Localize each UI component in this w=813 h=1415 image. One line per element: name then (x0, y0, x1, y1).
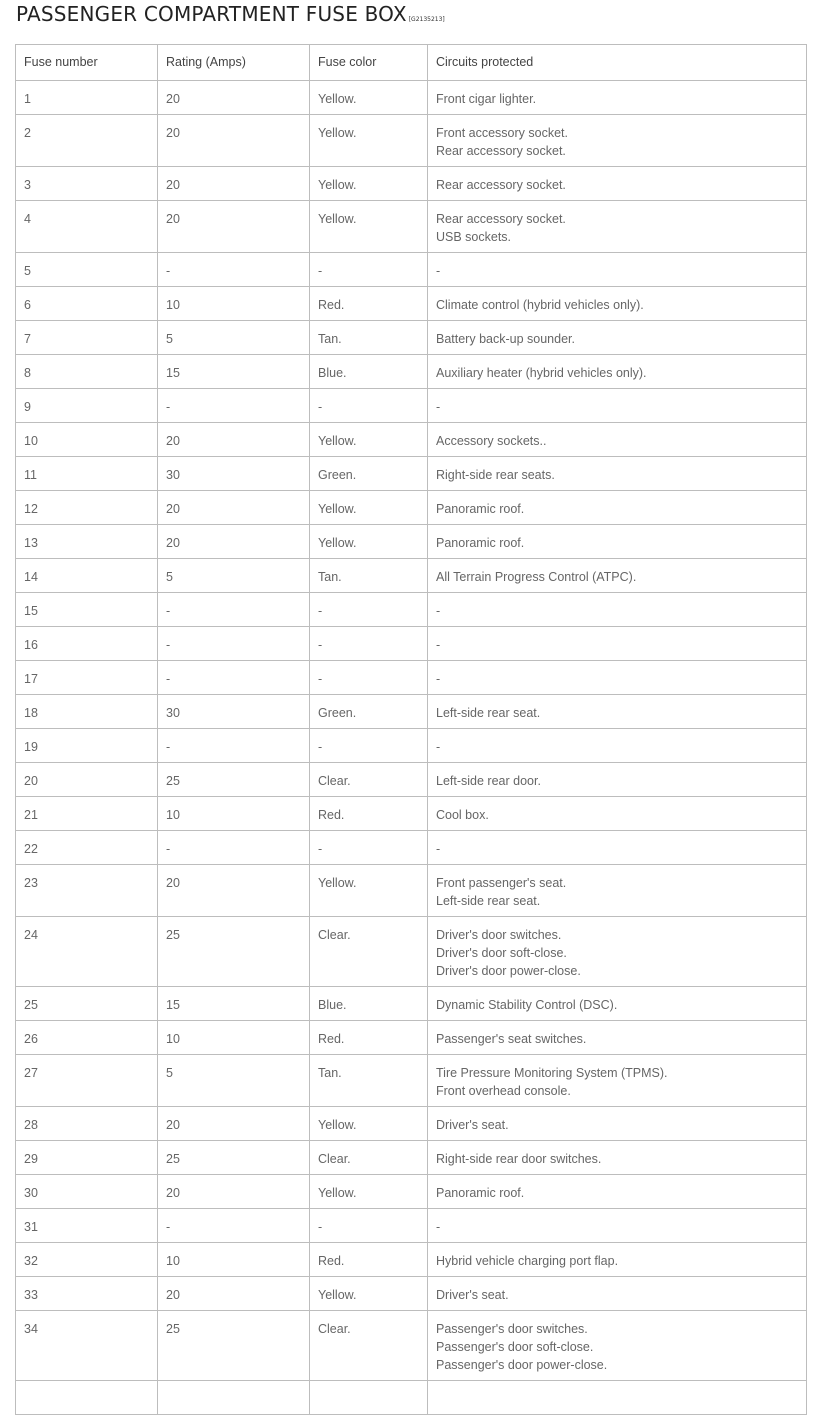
fuse-color-cell: Yellow. (310, 423, 428, 457)
fuse-table-body (16, 81, 807, 1415)
circuits-cell (428, 865, 807, 917)
rating-cell: 30 (158, 695, 310, 729)
column-header-circuits: Circuits protected (428, 45, 807, 81)
rating-cell: 20 (158, 1175, 310, 1209)
fuse-number-cell: 11 (16, 457, 158, 491)
table-row (16, 1141, 807, 1175)
fuse-number-cell: 19 (16, 729, 158, 763)
circuits-cell (428, 201, 807, 253)
table-row (16, 167, 807, 201)
circuits-cell (428, 1141, 807, 1175)
fuse-color-cell: Yellow. (310, 115, 428, 167)
circuit-line: Panoramic roof. (436, 502, 525, 516)
circuit-line: Driver's seat. (436, 1118, 509, 1132)
circuit-line: Dynamic Stability Control (DSC). (436, 998, 618, 1012)
rating-cell: 20 (158, 115, 310, 167)
rating-cell: 5 (158, 1055, 310, 1107)
rating-cell: 5 (158, 559, 310, 593)
fuse-number-cell: 34 (16, 1311, 158, 1381)
table-row (16, 81, 807, 115)
circuit-line: Accessory sockets.. (436, 434, 547, 448)
rating-cell: 25 (158, 763, 310, 797)
circuits-cell (428, 423, 807, 457)
table-row (16, 865, 807, 917)
fuse-color-cell: Yellow. (310, 81, 428, 115)
table-row (16, 201, 807, 253)
fuse-color-cell: Yellow. (310, 525, 428, 559)
circuit-line: Rear accessory socket. (436, 144, 566, 158)
table-row (16, 1055, 807, 1107)
fuse-number-cell: 33 (16, 1277, 158, 1311)
table-row (16, 1277, 807, 1311)
circuit-line: Front cigar lighter. (436, 92, 537, 106)
table-row (16, 389, 807, 423)
circuit-line: Right-side rear seats. (436, 468, 555, 482)
fuse-color-cell: Clear. (310, 1311, 428, 1381)
circuits-cell (428, 1381, 807, 1415)
fuse-color-cell: - (310, 253, 428, 287)
fuse-number-cell: 12 (16, 491, 158, 525)
circuits-cell (428, 917, 807, 987)
table-row (16, 1107, 807, 1141)
circuit-line: Battery back-up sounder. (436, 332, 575, 346)
circuits-cell (428, 355, 807, 389)
fuse-color-cell: Yellow. (310, 167, 428, 201)
table-row (16, 695, 807, 729)
rating-cell: 20 (158, 1277, 310, 1311)
fuse-number-cell: 29 (16, 1141, 158, 1175)
fuse-number-cell: 21 (16, 797, 158, 831)
circuits-cell (428, 115, 807, 167)
circuit-line: Cool box. (436, 808, 489, 822)
table-row (16, 321, 807, 355)
circuit-line: Driver's door power-close. (436, 964, 581, 978)
circuits-cell (428, 1175, 807, 1209)
circuit-line: Auxiliary heater (hybrid vehicles only). (436, 366, 647, 380)
column-header-fuse-color: Fuse color (310, 45, 428, 81)
rating-cell: 20 (158, 81, 310, 115)
fuse-number-cell: 17 (16, 661, 158, 695)
table-row (16, 1381, 807, 1415)
table-row (16, 797, 807, 831)
fuse-number-cell: 25 (16, 987, 158, 1021)
fuse-color-cell: Yellow. (310, 865, 428, 917)
fuse-number-cell: 5 (16, 253, 158, 287)
rating-cell: - (158, 729, 310, 763)
fuse-color-cell: Blue. (310, 987, 428, 1021)
fuse-number-cell: 32 (16, 1243, 158, 1277)
circuit-line: - (436, 842, 441, 856)
table-row (16, 1311, 807, 1381)
rating-cell: 10 (158, 287, 310, 321)
table-row (16, 661, 807, 695)
fuse-number-cell: 31 (16, 1209, 158, 1243)
rating-cell: - (158, 831, 310, 865)
fuse-color-cell: Green. (310, 695, 428, 729)
circuits-cell (428, 389, 807, 423)
circuits-cell (428, 593, 807, 627)
fuse-table (15, 44, 807, 1415)
circuits-cell (428, 1311, 807, 1381)
fuse-number-cell: 10 (16, 423, 158, 457)
fuse-color-cell (310, 1381, 428, 1415)
fuse-number-cell: 18 (16, 695, 158, 729)
fuse-color-cell: - (310, 627, 428, 661)
fuse-number-cell: 26 (16, 1021, 158, 1055)
rating-cell: - (158, 1209, 310, 1243)
circuit-line: USB sockets. (436, 230, 512, 244)
fuse-color-cell: Red. (310, 797, 428, 831)
fuse-color-cell: Yellow. (310, 1107, 428, 1141)
rating-cell: 5 (158, 321, 310, 355)
rating-cell: 10 (158, 1243, 310, 1277)
rating-cell: - (158, 253, 310, 287)
fuse-number-cell: 3 (16, 167, 158, 201)
table-row (16, 729, 807, 763)
circuit-line: Front overhead console. (436, 1084, 571, 1098)
circuits-cell (428, 525, 807, 559)
fuse-number-cell: 27 (16, 1055, 158, 1107)
rating-cell: 25 (158, 1141, 310, 1175)
rating-cell: - (158, 593, 310, 627)
circuit-line: Left-side rear seat. (436, 894, 541, 908)
table-row (16, 1243, 807, 1277)
circuit-line (436, 1390, 798, 1408)
table-row (16, 1209, 807, 1243)
fuse-number-cell: 23 (16, 865, 158, 917)
rating-cell: 25 (158, 1311, 310, 1381)
circuits-cell (428, 167, 807, 201)
rating-cell: 20 (158, 865, 310, 917)
fuse-number-cell: 14 (16, 559, 158, 593)
rating-cell: 20 (158, 423, 310, 457)
fuse-color-cell: Clear. (310, 917, 428, 987)
column-header-rating: Rating (Amps) (158, 45, 310, 81)
circuits-cell (428, 491, 807, 525)
rating-cell (158, 1381, 310, 1415)
fuse-color-cell: Yellow. (310, 1175, 428, 1209)
fuse-color-cell: - (310, 729, 428, 763)
fuse-color-cell: Tan. (310, 559, 428, 593)
circuits-cell (428, 321, 807, 355)
fuse-color-cell: Clear. (310, 763, 428, 797)
fuse-color-cell: Yellow. (310, 491, 428, 525)
circuit-line: - (436, 264, 441, 278)
circuit-line: Driver's seat. (436, 1288, 509, 1302)
rating-cell: 20 (158, 167, 310, 201)
table-row (16, 525, 807, 559)
circuits-cell (428, 1107, 807, 1141)
circuit-line: - (436, 740, 441, 754)
fuse-table-header (16, 45, 807, 81)
fuse-number-cell: 20 (16, 763, 158, 797)
table-row (16, 627, 807, 661)
column-header-fuse-number: Fuse number (16, 45, 158, 81)
fuse-color-cell: Clear. (310, 1141, 428, 1175)
fuse-color-cell: Green. (310, 457, 428, 491)
header-row (16, 45, 807, 81)
table-row (16, 559, 807, 593)
fuse-color-cell: - (310, 661, 428, 695)
circuits-cell (428, 695, 807, 729)
circuits-cell (428, 457, 807, 491)
table-row (16, 423, 807, 457)
rating-cell: - (158, 627, 310, 661)
circuits-cell (428, 797, 807, 831)
rating-cell: - (158, 661, 310, 695)
fuse-number-cell: 9 (16, 389, 158, 423)
rating-cell: 15 (158, 355, 310, 389)
fuse-number-cell: 1 (16, 81, 158, 115)
circuits-cell (428, 1021, 807, 1055)
fuse-number-cell: 6 (16, 287, 158, 321)
circuit-line: Front accessory socket. (436, 126, 568, 140)
fuse-number-cell: 2 (16, 115, 158, 167)
circuits-cell (428, 81, 807, 115)
circuits-cell (428, 661, 807, 695)
circuits-cell (428, 763, 807, 797)
circuits-cell (428, 1277, 807, 1311)
circuit-line: - (436, 604, 441, 618)
fuse-color-cell: - (310, 593, 428, 627)
rating-cell: - (158, 389, 310, 423)
fuse-number-cell: 30 (16, 1175, 158, 1209)
circuits-cell (428, 1243, 807, 1277)
circuit-line: Right-side rear door switches. (436, 1152, 602, 1166)
fuse-color-cell: Red. (310, 1021, 428, 1055)
fuse-color-cell: Yellow. (310, 201, 428, 253)
circuit-line: Tire Pressure Monitoring System (TPMS). (436, 1066, 668, 1080)
fuse-color-cell: - (310, 1209, 428, 1243)
fuse-color-cell: Yellow. (310, 1277, 428, 1311)
circuit-line: Left-side rear door. (436, 774, 541, 788)
circuit-line: - (436, 400, 441, 414)
circuit-line: Driver's door switches. (436, 928, 562, 942)
fuse-number-cell: 13 (16, 525, 158, 559)
rating-cell: 10 (158, 1021, 310, 1055)
fuse-number-cell: 16 (16, 627, 158, 661)
table-row (16, 593, 807, 627)
table-row (16, 457, 807, 491)
circuits-cell (428, 559, 807, 593)
rating-cell: 20 (158, 1107, 310, 1141)
rating-cell: 20 (158, 491, 310, 525)
table-row (16, 763, 807, 797)
table-row (16, 987, 807, 1021)
table-row (16, 115, 807, 167)
fuse-number-cell: 28 (16, 1107, 158, 1141)
rating-cell: 10 (158, 797, 310, 831)
fuse-number-cell: 7 (16, 321, 158, 355)
circuit-line: Hybrid vehicle charging port flap. (436, 1254, 619, 1268)
circuits-cell (428, 1055, 807, 1107)
rating-cell: 20 (158, 525, 310, 559)
rating-cell: 15 (158, 987, 310, 1021)
table-row (16, 253, 807, 287)
table-row (16, 491, 807, 525)
circuit-line: Passenger's door soft-close. (436, 1340, 594, 1354)
circuit-line: Passenger's door power-close. (436, 1358, 608, 1372)
circuit-line: Panoramic roof. (436, 536, 525, 550)
circuits-cell (428, 627, 807, 661)
circuit-line: Driver's door soft-close. (436, 946, 567, 960)
rating-cell: 25 (158, 917, 310, 987)
table-row (16, 355, 807, 389)
circuit-line: Rear accessory socket. (436, 178, 566, 192)
circuit-line: - (436, 1220, 441, 1234)
fuse-number-cell: 4 (16, 201, 158, 253)
circuits-cell (428, 987, 807, 1021)
circuits-cell (428, 287, 807, 321)
circuits-cell (428, 729, 807, 763)
fuse-color-cell: Red. (310, 1243, 428, 1277)
fuse-number-cell: 22 (16, 831, 158, 865)
circuit-line: Panoramic roof. (436, 1186, 525, 1200)
circuit-line: Climate control (hybrid vehicles only). (436, 298, 644, 312)
table-row (16, 1175, 807, 1209)
table-row (16, 1021, 807, 1055)
circuits-cell (428, 831, 807, 865)
circuits-cell (428, 1209, 807, 1243)
circuit-line: - (436, 638, 441, 652)
document-reference: [G2135213] (408, 16, 445, 23)
fuse-color-cell: Tan. (310, 321, 428, 355)
table-row (16, 287, 807, 321)
circuit-line: Front passenger's seat. (436, 876, 567, 890)
fuse-number-cell (16, 1381, 158, 1415)
circuit-line: Passenger's door switches. (436, 1322, 588, 1336)
page-title: PASSENGER COMPARTMENT FUSE BOX (16, 2, 407, 26)
table-row (16, 831, 807, 865)
circuit-line: All Terrain Progress Control (ATPC). (436, 570, 637, 584)
fuse-color-cell: Red. (310, 287, 428, 321)
circuit-line: Passenger's seat switches. (436, 1032, 587, 1046)
circuits-cell (428, 253, 807, 287)
table-row (16, 917, 807, 987)
rating-cell: 30 (158, 457, 310, 491)
circuit-line: Left-side rear seat. (436, 706, 541, 720)
circuit-line: - (436, 672, 441, 686)
rating-cell: 20 (158, 201, 310, 253)
circuit-line: Rear accessory socket. (436, 212, 566, 226)
fuse-number-cell: 24 (16, 917, 158, 987)
fuse-number-cell: 15 (16, 593, 158, 627)
page-header (16, 2, 445, 26)
fuse-color-cell: Blue. (310, 355, 428, 389)
fuse-color-cell: - (310, 831, 428, 865)
fuse-color-cell: - (310, 389, 428, 423)
fuse-number-cell: 8 (16, 355, 158, 389)
fuse-color-cell: Tan. (310, 1055, 428, 1107)
